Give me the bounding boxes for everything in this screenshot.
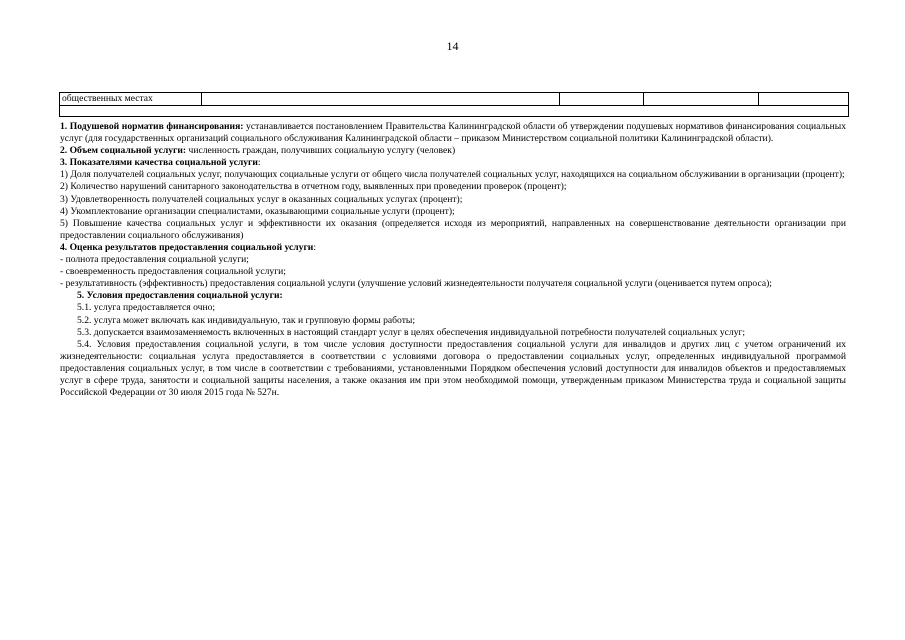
table-cell-empty [560,93,644,106]
table-row [60,93,849,106]
list-item: 4) Укомплектование организации специалистами, оказывающими социальные услуги (процент); [60,205,455,217]
section-1-title: 1. Подушевой норматив финансирования: [60,121,244,132]
table-cell-empty [202,93,560,106]
list-item: 5) Повышение качества социальных услуг и эффективности их оказания (определяется исходя из мероприятий, направленных на совершенствование деятельности организации при предоставлении социального обслуживания) [60,217,846,241]
section-3-title: 3. Показателями качества социальной услуги [60,157,258,169]
list-item: - своевременность предоставления социальной услуги; [60,266,286,278]
section-1 [60,121,846,145]
list-item: - результативность (эффективность) предоставления социальной услуги (улучшение условий жизнедеятельности получателя социальной услуги (оценивается путем опроса); [60,278,772,290]
section-2-text: численность граждан, получивших социальную услугу (человек) [186,145,456,157]
section-5-title: 5. Условия предоставления социальной услуги: [77,290,283,302]
section-3: 3. Показателями качества социальной услуги: [60,157,261,169]
table-row-empty [60,106,849,117]
list-item: 2) Количество нарушений санитарного законодательства в отчетном году, выявленных при проведении проверок (процент); [60,181,567,193]
list-item: 5.3. допускается взаимозаменяемость включенных в настоящий стандарт услуг в целях обеспечения индивидуальной потребности получателей социальных услуг; [77,326,746,338]
table-cell-empty [60,106,849,117]
section-2-title: 2. Объем социальной услуги: [60,145,187,157]
section-1-text: устанавливается постановлением Правительства Калининградской области об утверждении подушевых нормативов финансирования социальных услуг (для государственных организаций социального обслуживания Калининградской области – приказом Министерством социальной политики Калининградской области). [60,121,846,145]
section-4: 4. Оценка результатов предоставления социальной услуги: [60,241,317,253]
section-2 [60,145,846,157]
table-cell-label: общественных местах [60,93,202,106]
table-cell-empty [644,93,759,106]
list-item: 3) Удовлетворенность получателей социальных услуг в оказанных социальных услугах (процент); [60,193,463,205]
table-fragment [59,92,849,117]
page-number: 14 [446,39,459,53]
list-item: 1) Доля получателей социальных услуг, получающих социальные услуги от общего числа получателей социальных услуг, находящихся на социальном обслуживании в организации (процент); [60,169,845,181]
section-5 [60,290,846,302]
document-body [60,121,846,399]
list-item: 5.1. услуга предоставляется очно; [77,302,216,314]
list-item: 5.4. Условия предоставления социальной услуги, в том числе условия доступности предоставления социальной услуги для инвалидов и других лиц с учетом ограничений их жизнедеятельности: социальная услуга предоставляется в соответствии с условиями договора о предоставлении социальных услуг, определенных индивидуальной программой предоставления социальных услуг, в том числе в соответствии с требованиями, установленными Порядком обеспечения условий доступности для инвалидов объектов и предоставляемых услуг в сфере труда, занятости и социальной защиты населения, а также оказания им при этом необходимой помощи, утвержденным приказом Министерства труда и социальной защиты Российской Федерации от 30 июля 2015 года № 527н. [60,338,846,399]
section-4-title: 4. Оценка результатов предоставления социальной услуги [60,241,314,253]
list-item: 5.2. услуга может включать как индивидуальную, так и групповую формы работы; [77,314,415,326]
table-cell-empty [759,93,849,106]
list-item: - полнота предоставления социальной услуги; [60,254,249,266]
